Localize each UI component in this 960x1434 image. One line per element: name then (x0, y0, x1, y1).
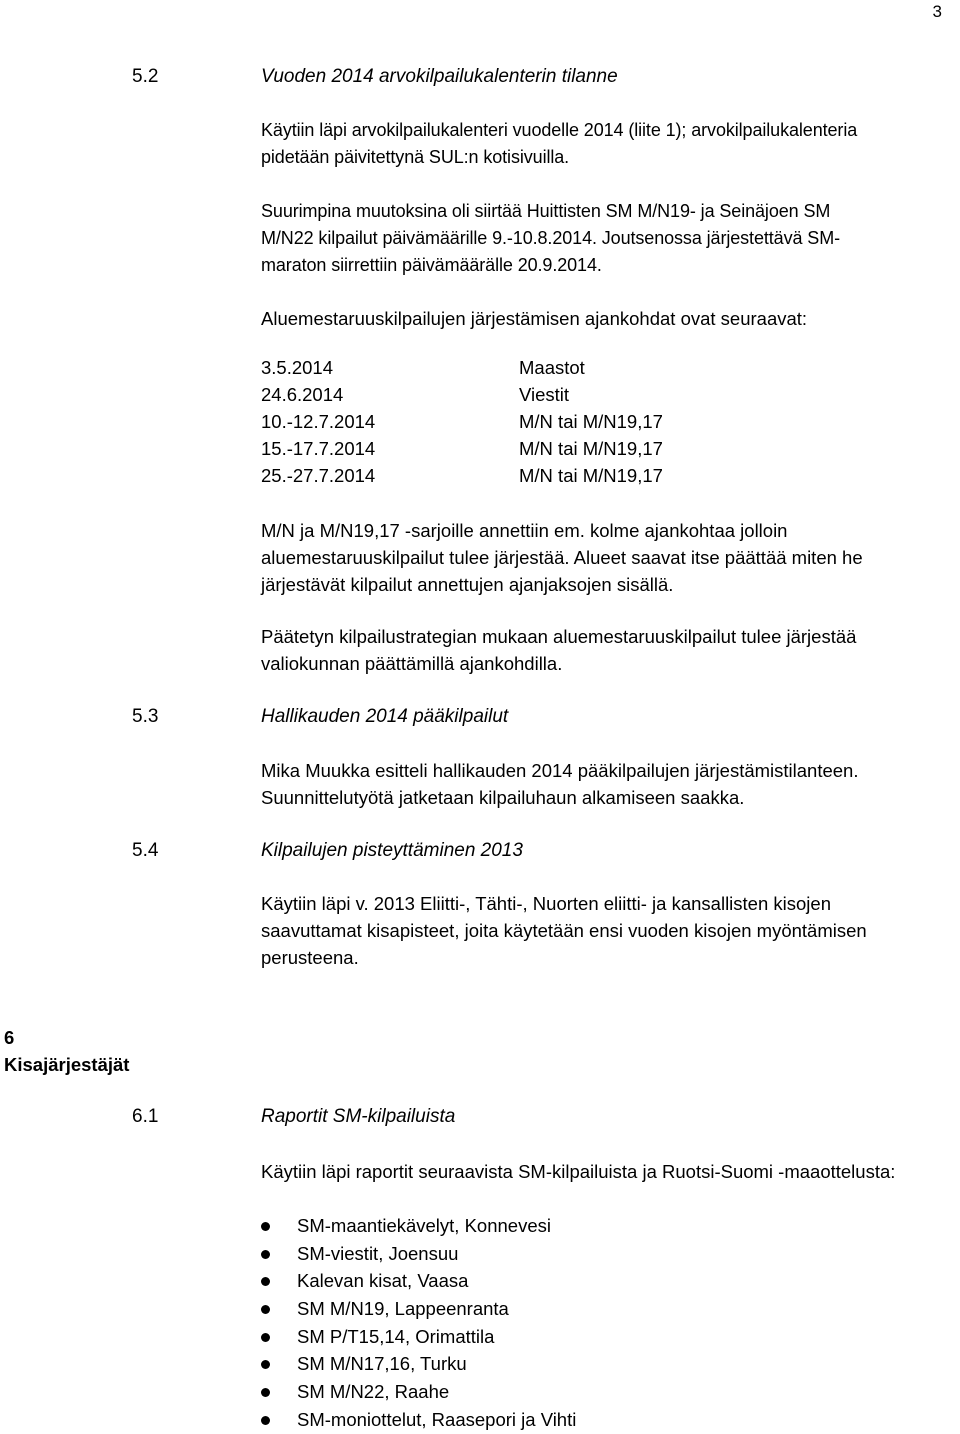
section-heading: Hallikauden 2014 pääkilpailut (261, 706, 509, 727)
paragraph-line: aluemestaruuskilpailut tulee järjestää. Alueet saavat itse päättää miten he (261, 547, 863, 568)
paragraph-line: järjestävät kilpailut annettujen ajanjaksojen sisällä. (261, 574, 674, 595)
section-number: 6.1 (132, 1106, 159, 1127)
schedule-event: Maastot (519, 357, 585, 378)
paragraph-line: saavuttamat kisapisteet, joita käytetään ensi vuoden kisojen myöntämisen (261, 920, 867, 941)
list-item-text: SM M/N19, Lappeenranta (297, 1298, 509, 1320)
list-item (261, 1350, 576, 1378)
list-item-text: SM-moniottelut, Raasepori ja Vihti (297, 1408, 577, 1430)
bullet-icon (261, 1388, 270, 1397)
bullet-icon (261, 1250, 270, 1259)
list-item (261, 1267, 576, 1295)
paragraph (261, 117, 857, 171)
paragraph-line: Käytiin läpi v. 2013 Eliitti-, Tähti-, Nuorten eliitti- ja kansallisten kisojen (261, 893, 831, 914)
section-number: 5.4 (132, 840, 159, 861)
list-item-text: SM P/T15,14, Orimattila (297, 1325, 495, 1347)
schedule-event: M/N tai M/N19,17 (519, 411, 663, 432)
report-list (261, 1212, 576, 1434)
section-heading: Vuoden 2014 arvokilpailukalenterin tilanne (261, 66, 618, 87)
schedule-row (261, 438, 663, 465)
schedule-row (261, 357, 585, 384)
list-item (261, 1378, 576, 1406)
list-item-text: SM-viestit, Joensuu (297, 1242, 459, 1264)
paragraph (261, 757, 858, 811)
schedule-event: Viestit (519, 384, 570, 405)
section-number: 5.2 (132, 66, 159, 87)
paragraph-line: pidetään päivitettynä SUL:n kotisivuilla. (261, 147, 570, 167)
section-heading: Raportit SM-kilpailuista (261, 1106, 456, 1127)
schedule-row (261, 411, 663, 438)
paragraph (261, 517, 863, 598)
paragraph-line: Päätetyn kilpailustrategian mukaan aluemestaruuskilpailut tulee järjestää (261, 626, 857, 647)
schedule-row (261, 384, 570, 411)
schedule-date: 25.-27.7.2014 (261, 465, 376, 486)
list-item (261, 1323, 576, 1351)
schedule-date: 24.6.2014 (261, 384, 344, 405)
list-item (261, 1295, 576, 1323)
list-item-text: Kalevan kisat, Vaasa (297, 1270, 469, 1292)
list-item (261, 1212, 576, 1240)
chapter-title: Kisajärjestäjät (4, 1054, 130, 1075)
list-item (261, 1406, 576, 1434)
paragraph: Aluemestaruuskilpailujen järjestämisen ajankohdat ovat seuraavat: (261, 308, 808, 329)
schedule-event: M/N tai M/N19,17 (519, 465, 663, 486)
paragraph (261, 623, 856, 677)
paragraph-line: perusteena. (261, 947, 359, 968)
paragraph-line: Suurimpina muutoksina oli siirtää Huittisten SM M/N19- ja Seinäjoen SM (261, 201, 831, 221)
schedule-date: 10.-12.7.2014 (261, 411, 376, 432)
bullet-icon (261, 1305, 270, 1314)
section-number: 5.3 (132, 706, 159, 727)
schedule-date: 3.5.2014 (261, 357, 334, 378)
page-number: 3 (932, 2, 942, 21)
paragraph (261, 198, 840, 279)
bullet-icon (261, 1360, 270, 1369)
schedule-date: 15.-17.7.2014 (261, 438, 376, 459)
section-heading: Kilpailujen pisteyttäminen 2013 (261, 840, 523, 861)
schedule-event: M/N tai M/N19,17 (519, 438, 663, 459)
bullet-icon (261, 1277, 270, 1286)
list-item-text: SM-maantiekävelyt, Konnevesi (297, 1215, 551, 1236)
bullet-icon (261, 1416, 270, 1425)
paragraph-line: Mika Muukka esitteli hallikauden 2014 pääkilpailujen järjestämistilanteen. (261, 760, 859, 781)
list-item-text: SM M/N22, Raahe (297, 1381, 450, 1403)
paragraph: Käytiin läpi raportit seuraavista SM-kilpailuista ja Ruotsi-Suomi -maaottelusta: (261, 1161, 896, 1182)
paragraph-line: Suunnittelutyötä jatketaan kilpailuhaun alkamiseen saakka. (261, 787, 745, 808)
paragraph-line: Käytiin läpi arvokilpailukalenteri vuodelle 2014 (liite 1); arvokilpailukalenteria (261, 120, 858, 140)
paragraph-line: M/N ja M/N19,17 -sarjoille annettiin em. kolme ajankohtaa jolloin (261, 520, 788, 541)
chapter-heading (4, 1024, 129, 1078)
chapter-number: 6 (4, 1027, 15, 1048)
schedule-row (261, 465, 663, 492)
paragraph-line: maraton siirrettiin päivämäärälle 20.9.2014. (261, 255, 602, 275)
list-item (261, 1240, 576, 1268)
bullet-icon (261, 1333, 270, 1342)
bullet-icon (261, 1222, 270, 1231)
paragraph-line: valiokunnan päättämillä ajankohdilla. (261, 653, 563, 674)
list-item-text: SM M/N17,16, Turku (297, 1353, 467, 1375)
paragraph-line: M/N22 kilpailut päivämäärille 9.-10.8.2014. Joutsenossa järjestettävä SM- (261, 228, 840, 248)
paragraph (261, 890, 867, 971)
